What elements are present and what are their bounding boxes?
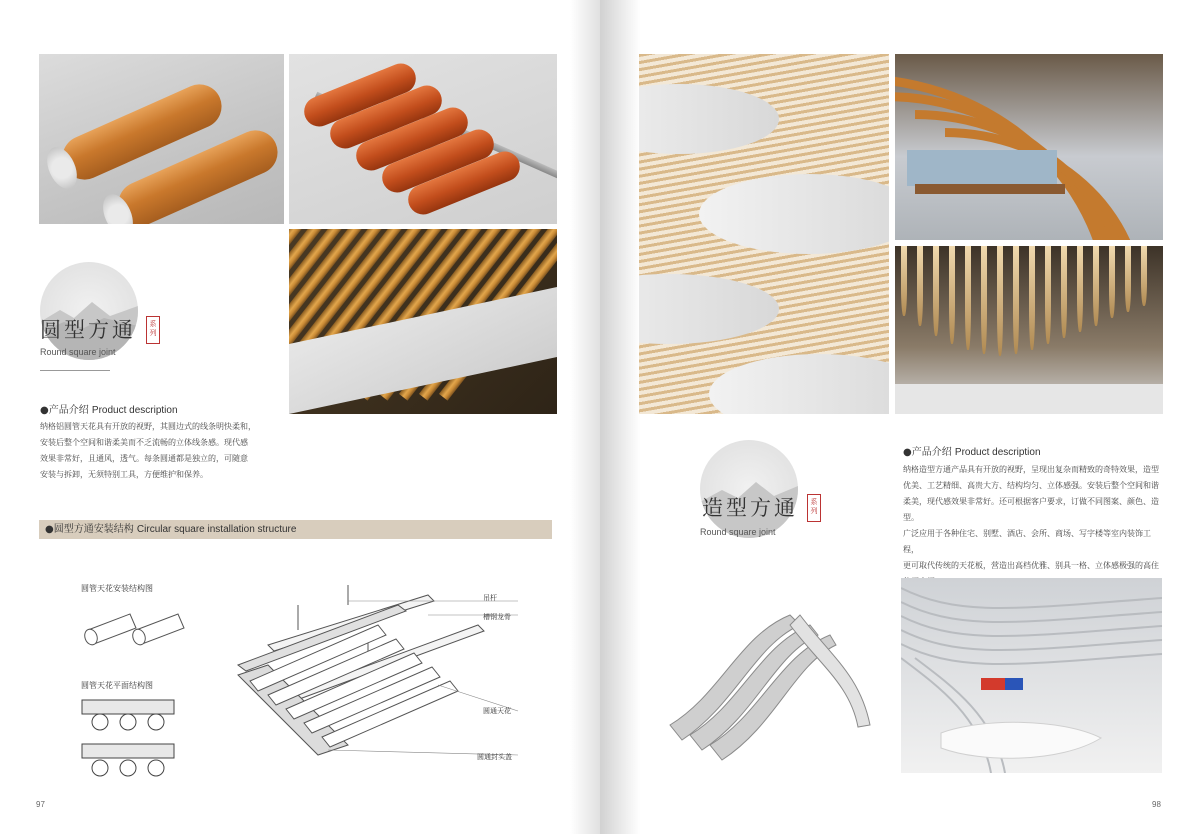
series-stamp: 系列 (807, 494, 821, 522)
reception-area-photo (901, 578, 1162, 773)
page-number: 97 (36, 800, 45, 809)
right-page (600, 0, 1200, 834)
gutter-shadow (600, 0, 640, 834)
tube-plan-diagram (80, 698, 180, 780)
heading-cn: ●产品介绍 (903, 447, 952, 458)
callout-hanger-rod: 吊杆 (483, 594, 497, 602)
lobby-wave-ceiling-photo (895, 246, 1163, 414)
ink-landscape-seal (40, 262, 138, 360)
title-rule (40, 370, 110, 371)
callout-round-ceiling: 圆通天花 (483, 707, 511, 715)
heading-en: Product description (91, 405, 178, 416)
tube-install-diagram (80, 600, 190, 650)
red-tubes-photo (289, 54, 557, 224)
product-description: 纳格造型方通产品具有开放的视野，呈现出复杂而精致的奇特效果，造型 优美、工艺精细、高贵大方、结构均匀、立体感强。安装后整个空间和谐 柔美，现代感效果非常好。还可根据客户要求，订做不同图案、颜色、造型。 广泛应用于各种住宅、别墅、酒店、会所、商场、写字楼等室内装饰工程， 更可取代传统的天花板，营造出高档优雅、别具一格、立体感极强的高住 (903, 465, 1159, 570)
install-heading-cn: ●圆型方通安装结构 (45, 524, 134, 535)
heading-en: Product description (954, 447, 1041, 458)
arched-ceiling-photo (895, 54, 1163, 240)
callout-channel-keel: 槽钢龙骨 (483, 613, 511, 621)
page-number: 98 (1152, 800, 1161, 809)
product-description: 纳格铝圆管天花具有开放的视野，其圆边式的线条明快柔和， 安装后整个空间和谐柔美而不乏流畅的立体线条感。现代感 效果非常好，且通风，透气。每条圆通都是独立的，可随意 安装与拆卸，无须特别工具，方便维护和保养。 (40, 422, 256, 479)
wood-tubes-photo (39, 54, 284, 224)
heading-cn: ●产品介绍 (40, 405, 89, 416)
product-description-heading (40, 401, 178, 416)
install-heading-en: Circular square installation structure (136, 524, 297, 535)
series-title-en: Round square joint (700, 527, 776, 537)
curved-profile-sample-photo (660, 575, 880, 770)
series-title: 圆型方通 (40, 318, 136, 342)
installation-structure-heading (39, 520, 552, 539)
gutter-shadow (570, 0, 600, 834)
ceiling-slats-photo (289, 229, 557, 414)
wave-facade-photo (639, 54, 889, 414)
callout-end-cap: 圆通封头盖 (477, 753, 512, 761)
install-diagram-label: 圆管天花安装结构图 (81, 584, 153, 593)
series-title: 造型方通 (702, 496, 798, 520)
product-description-heading (903, 443, 1041, 458)
series-title-en: Round square joint (40, 347, 116, 357)
ink-landscape-seal (700, 440, 798, 538)
plan-diagram-label: 圆管天花平面结构图 (81, 681, 153, 690)
series-stamp: 系列 (146, 316, 160, 344)
